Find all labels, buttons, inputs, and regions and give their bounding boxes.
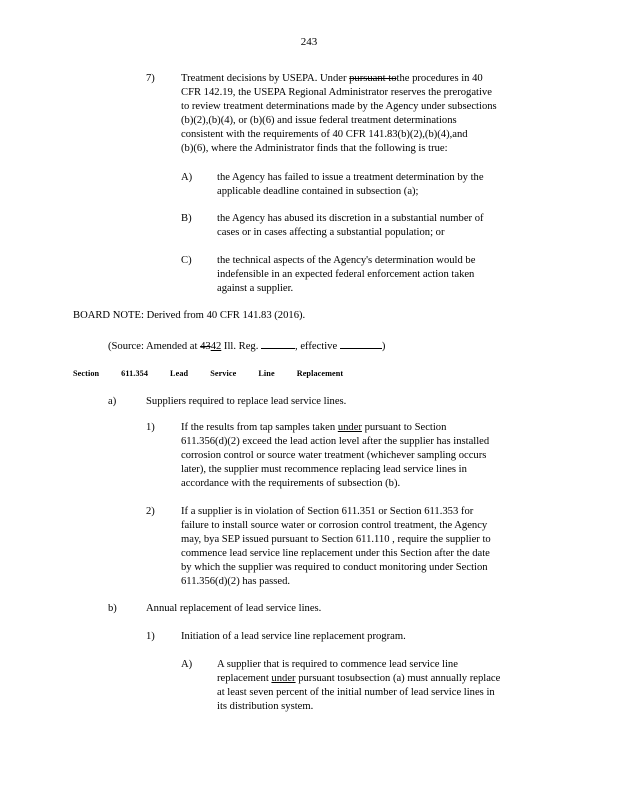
para-b-text: Annual replacement of lead service lines. — [146, 603, 322, 614]
item-7b-line: the Agency has abused its discretion in a substantial number of — [217, 213, 484, 224]
para-a-1-line: corrosion control or source water treatment (whichever sampling occurs — [181, 450, 487, 461]
item-7-line: to review treatment determinations made by the Agency under subsections — [181, 101, 497, 112]
item-7-label: 7) — [146, 73, 155, 84]
item-7-line: (b)(2),(b)(4), or (b)(6) and issue federal treatment determinations — [181, 115, 457, 126]
para-b-1a-line-2: replacement under pursuant tosubsection (a) must annually replace — [217, 673, 501, 684]
section-heading: Section 611.354 Lead Service Line Replacement — [73, 369, 344, 378]
item-7c-label: C) — [181, 255, 192, 266]
item-7a-label: A) — [181, 172, 193, 183]
item-7c-line: against a supplier. — [217, 283, 294, 294]
item-7c-text — [217, 254, 520, 296]
para-b-label: b) — [108, 603, 117, 614]
para-a-text: Suppliers required to replace lead service lines. — [146, 396, 347, 407]
item-7a-text — [217, 171, 520, 199]
item-7c-line: indefensible in an expected federal enforcement action taken — [217, 269, 475, 280]
para-b-1a-label: A) — [181, 659, 193, 670]
para-a-2-line: commence lead service line replacement under this Section after the date — [181, 548, 490, 559]
para-a-label: a) — [108, 396, 117, 407]
blank-line — [340, 338, 382, 349]
para-a-1-line-1: If the results from tap samples taken under pursuant to Section — [181, 422, 447, 433]
para-a-2-line: may, bya SEP issued pursuant to Section 611.110 , require the supplier to — [181, 534, 491, 545]
para-a-1-text — [181, 421, 531, 491]
para-a-2-text — [181, 505, 531, 589]
para-a-2-line: failure to install source water or corrosion control treatment, the Agency — [181, 520, 488, 531]
board-note: BOARD NOTE: Derived from 40 CFR 141.83 (2016). — [73, 310, 306, 321]
para-a-1-line: 611.356(d)(2) exceed the lead action level after the supplier has installed — [181, 436, 490, 447]
para-a-2-line: If a supplier is in violation of Section 611.351 or Section 611.353 for — [181, 506, 474, 517]
item-7-line: CFR 142.19, the USEPA Regional Administrator reserves the prerogative — [181, 87, 492, 98]
page-number: 243 — [300, 36, 318, 48]
para-a-2-line: 611.356(d)(2) has passed. — [181, 576, 291, 587]
item-7b-text — [217, 212, 520, 240]
item-7c-line: the technical aspects of the Agency's determination would be — [217, 255, 476, 266]
source-line: (Source: Amended at 4342 Ill. Reg. , effective ) — [108, 338, 385, 354]
para-a-2-line: by which the supplier was required to conduct monitoring under Section — [181, 562, 488, 573]
item-7a-line: the Agency has failed to issue a treatment determination by the — [217, 172, 484, 183]
item-7-text — [181, 72, 531, 156]
item-7-line: consistent with the requirements of 40 CFR 141.83(b)(2),(b)(4),and — [181, 129, 468, 140]
para-b-1a-text — [217, 658, 531, 714]
para-b-1-text: Initiation of a lead service line replacement program. — [181, 631, 406, 642]
item-7b-line: cases or in cases affecting a substantial population; or — [217, 227, 445, 238]
para-b-1-label: 1) — [146, 631, 155, 642]
para-a-2-label: 2) — [146, 506, 155, 517]
item-7-line-1: Treatment decisions by USEPA. Under pursuant tothe procedures in 40 — [181, 73, 483, 84]
item-7b-label: B) — [181, 213, 192, 224]
item-7a-line: applicable deadline contained in subsection (a); — [217, 186, 419, 197]
para-a-1-label: 1) — [146, 422, 155, 433]
blank-line — [261, 338, 295, 349]
para-b-1a-line: at least seven percent of the initial number of lead service lines in — [217, 687, 495, 698]
para-b-1a-line: A supplier that is required to commence lead service line — [217, 659, 458, 670]
para-a-1-line: later), the supplier must recommence replacing lead service lines in — [181, 464, 467, 475]
para-b-1a-line: its distribution system. — [217, 701, 314, 712]
item-7-line: (b)(6), where the Administrator finds that the following is true: — [181, 143, 448, 154]
para-a-1-line: accordance with the requirements of subsection (b). — [181, 478, 401, 489]
